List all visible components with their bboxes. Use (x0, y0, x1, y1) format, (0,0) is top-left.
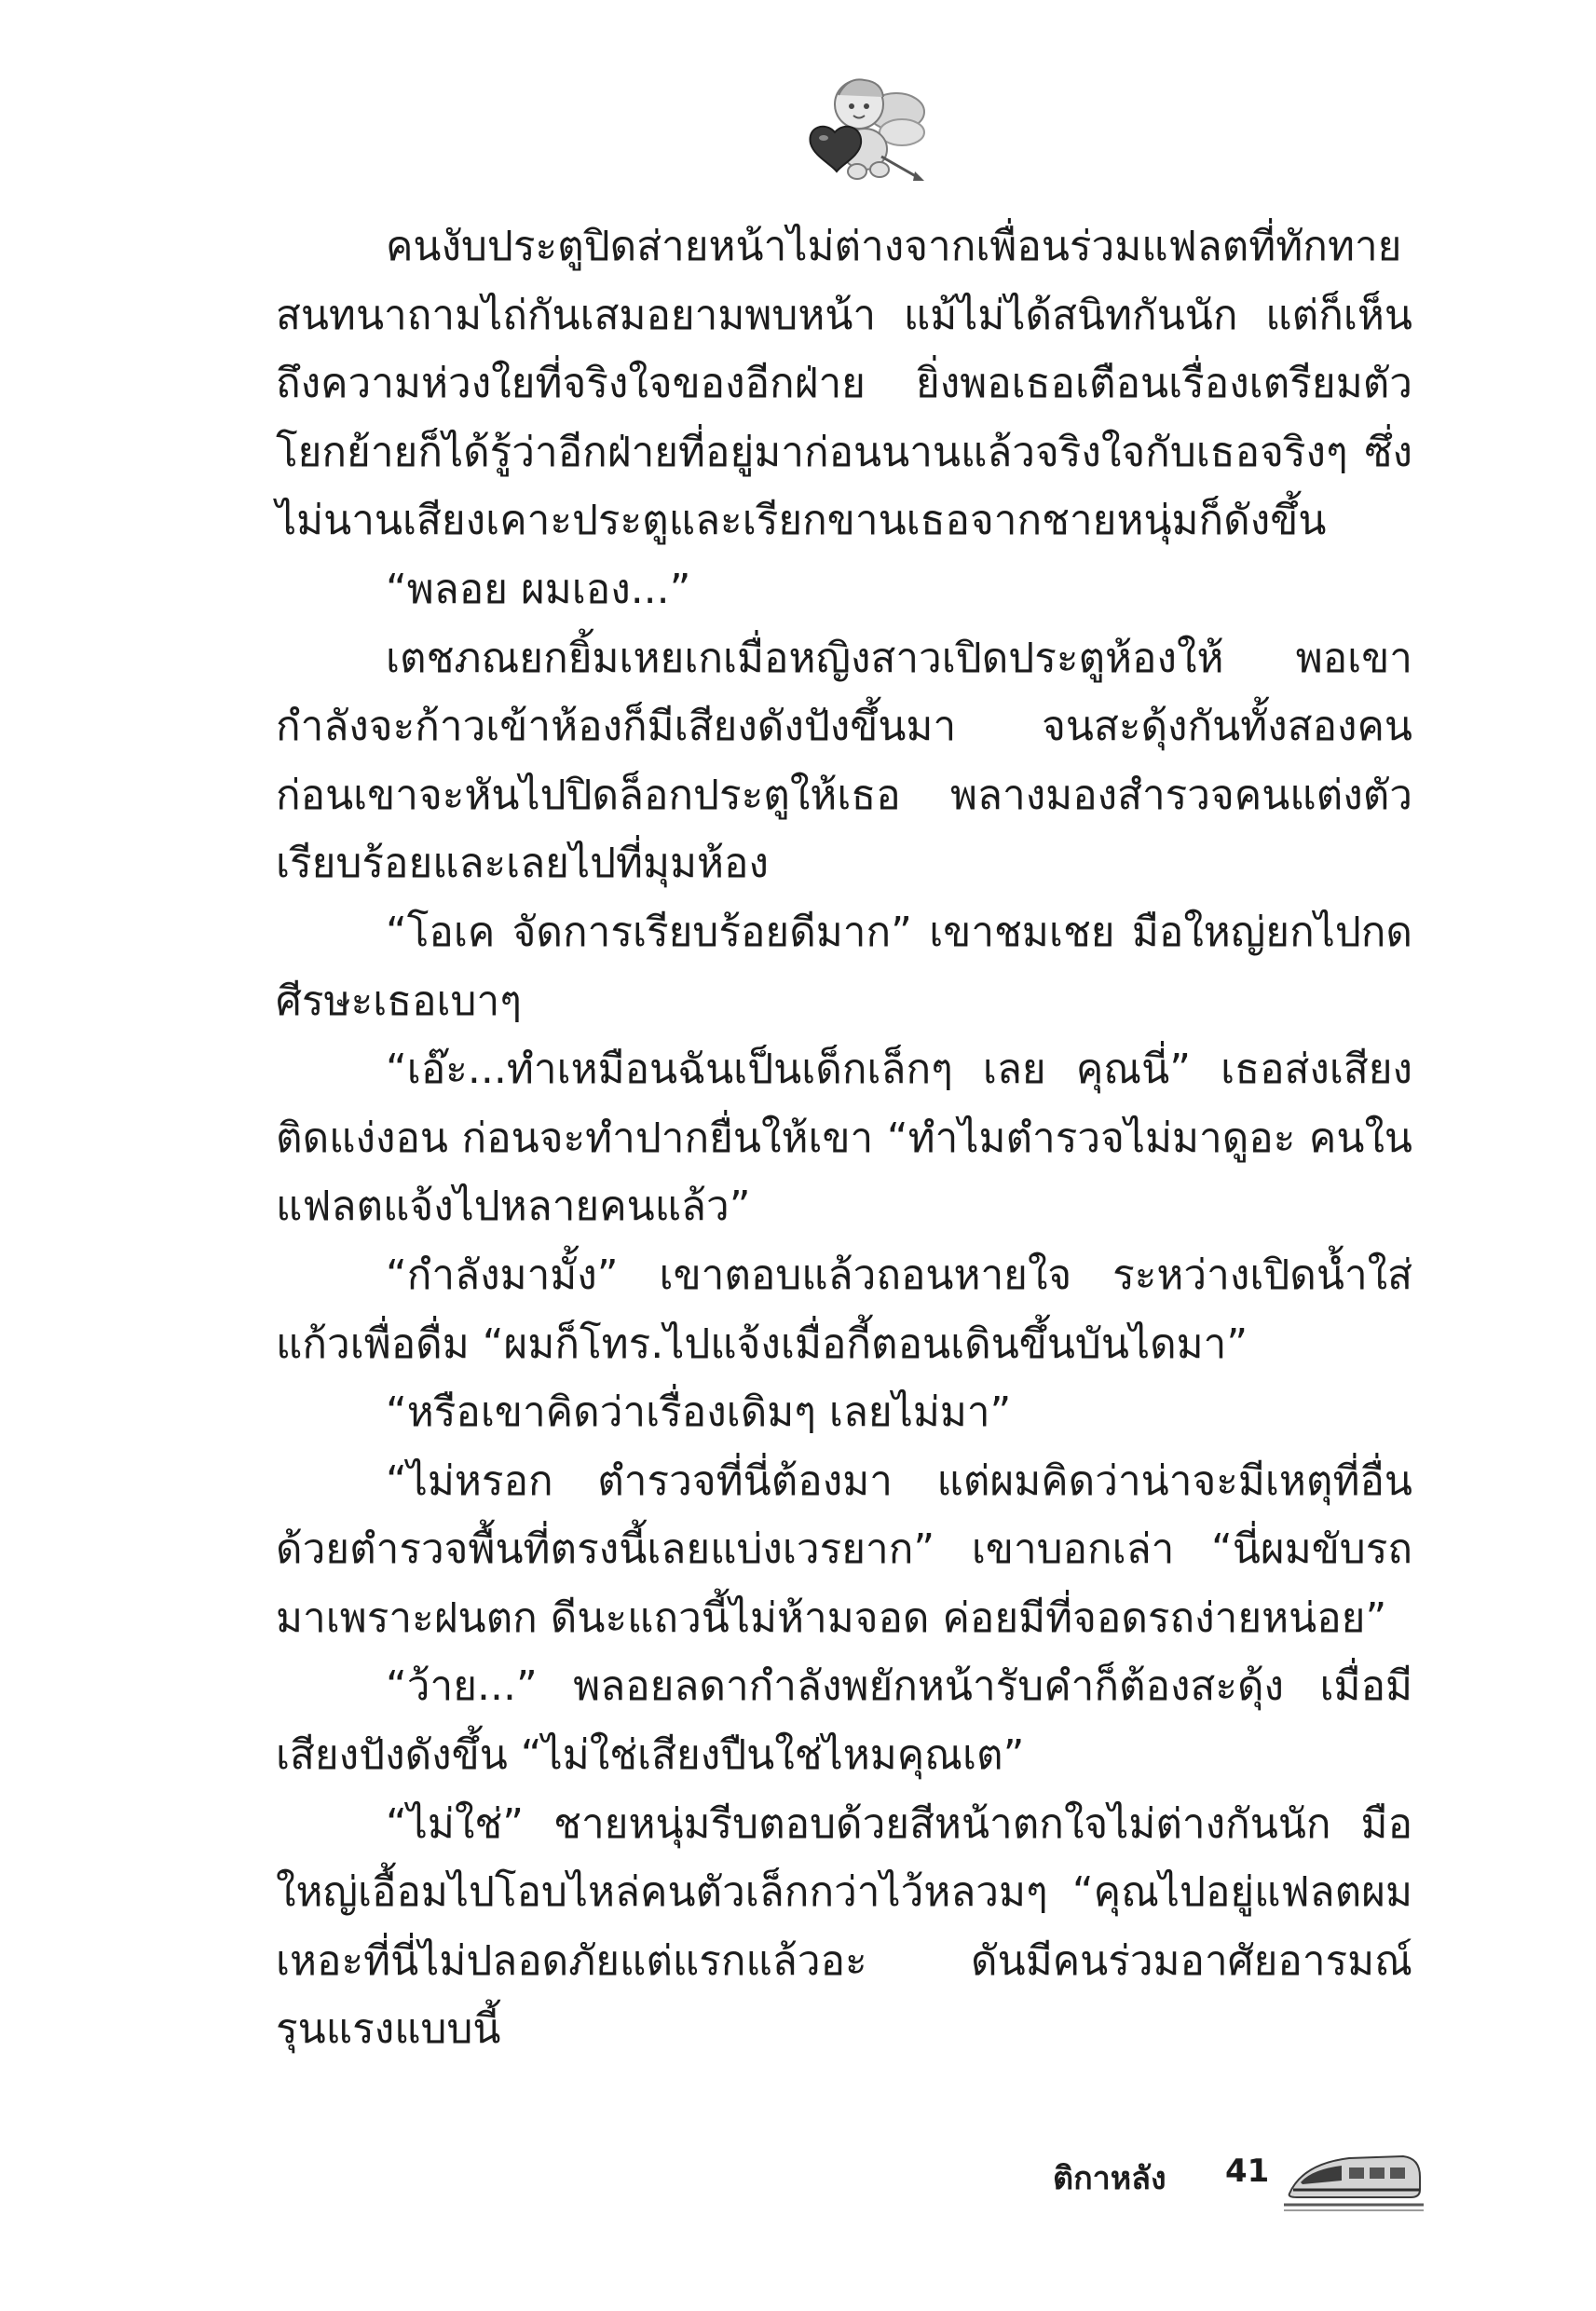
paragraph: เตชภณยกยิ้มเหยเกเมื่อหญิงสาวเปิดประตูห้องให้ พอเขากำลังจะก้าวเข้าห้องก็มีเสียงดังปังขึ้นมา จนสะดุ้งกันทั้งสองคน ก่อนเขาจะหันไปปิดล็อกประตูให้เธอ พลางมองสำรวจคนแต่งตัวเรียบร้อยและเลยไปที่มุมห้อง (276, 634, 1412, 888)
book-title: ติกาหลัง (1053, 2160, 1166, 2197)
paragraph: “ไม่หรอก ตำรวจที่นี่ต้องมา แต่ผมคิดว่าน่าจะมีเหตุที่อื่นด้วยตำรวจพื้นที่ตรงนี้เลยแบ่งเวรยาก” เขาบอกเล่า “นี่ผมขับรถมาเพราะฝนตก ดีนะแถวนี้ไม่ห้ามจอด ค่อยมีที่จอดรถง่ายหน่อย” (276, 1456, 1412, 1642)
paragraph: “โอเค จัดการเรียบร้อยดีมาก” เขาชมเชย มือใหญ่ยกไปกดศีรษะเธอเบาๆ (276, 908, 1412, 1025)
paragraph: “ไม่ใช่” ชายหนุ่มรีบตอบด้วยสีหน้าตกใจไม่ต่างกันนัก มือใหญ่เอื้อมไปโอบไหล่คนตัวเล็กกว่าไว้หลวมๆ “คุณไปอยู่แฟลตผมเหอะที่นี่ไม่ปลอดภัยแต่แรกแล้วอะ ดันมีคนร่วมอาศัยอารมณ์รุนแรงแบบนี้ (276, 1799, 1412, 2054)
paragraph: คนงับประตูปิดส่ายหน้าไม่ต่างจากเพื่อนร่วมแฟลตที่ทักทายสนทนาถามไถ่กันเสมอยามพบหน้า แม้ไม่ได้สนิทกันนัก แต่ก็เห็นถึงความห่วงใยที่จริงใจของอีกฝ่าย ยิ่งพอเธอเตือนเรื่องเตรียมตัวโยกย้ายก็ได้รู้ว่าอีกฝ่ายที่อยู่มาก่อนนานแล้วจริงใจกับเธอจริงๆ ซึ่งไม่นานเสียงเคาะประตูและเรียกขานเธอจากชายหนุ่มก็ดังขึ้น (276, 223, 1412, 545)
paragraph: “ว้าย...” พลอยลดากำลังพยักหน้ารับคำก็ต้องสะดุ้ง เมื่อมีเสียงปังดังขึ้น “ไม่ใช่เสียงปืนใช่ไหมคุณเต” (276, 1662, 1412, 1780)
paragraph: “กำลังมามั้ง” เขาตอบแล้วถอนหายใจ ระหว่างเปิดน้ำใส่แก้วเพื่อดื่ม “ผมก็โทร.ไปแจ้งเมื่อกี้ตอนเดินขึ้นบันไดมา” (276, 1251, 1412, 1368)
page-footer (1053, 2136, 1425, 2220)
paragraph: “พลอย ผมเอง...” (386, 565, 691, 613)
cherub-heart-icon (792, 67, 932, 188)
paragraph: “เอ๊ะ...ทำเหมือนฉันเป็นเด็กเล็กๆ เลย คุณนี่” เธอส่งเสียงติดแง่งอน ก่อนจะทำปากยื่นให้เขา “ทำไมตำรวจไม่มาดูอะ คนในแฟลตแจ้งไปหลายคนแล้ว” (276, 1046, 1412, 1231)
bullet-train-icon (1284, 2136, 1424, 2215)
page-number: 41 (1225, 2153, 1270, 2190)
paragraph: “หรือเขาคิดว่าเรื่องเดิมๆ เลยไม่มา” (386, 1388, 1012, 1437)
story-text (276, 212, 1412, 2064)
header-ornament (792, 67, 932, 188)
